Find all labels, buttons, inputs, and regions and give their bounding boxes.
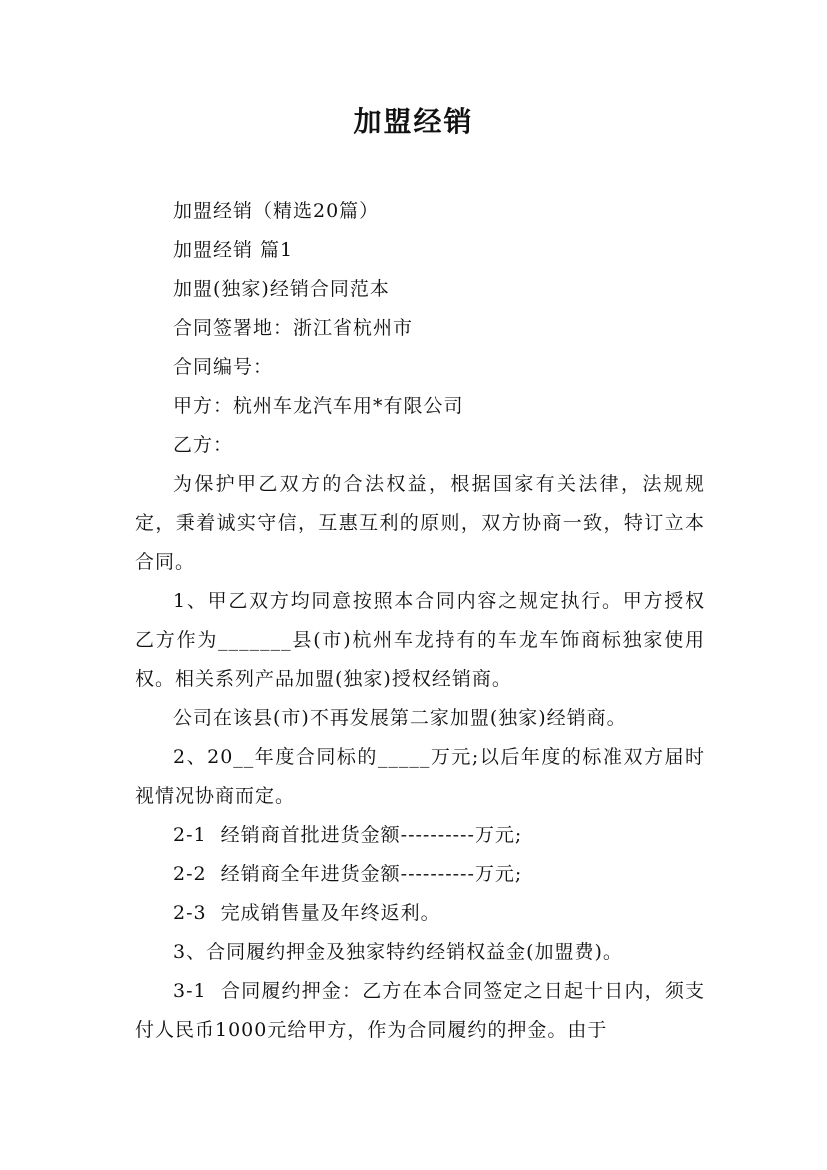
paragraph: 加盟(独家)经销合同范本 bbox=[173, 278, 390, 300]
paragraph: 加盟经销 篇1 bbox=[173, 239, 294, 261]
paragraph: 2-3 完成销售量及年终返利。 bbox=[173, 902, 441, 924]
paragraph: 2-2 经销商全年进货金额----------万元; bbox=[173, 863, 523, 885]
paragraph: 合同签署地：浙江省杭州市 bbox=[173, 317, 414, 339]
paragraph: 合同编号： bbox=[173, 356, 274, 378]
paragraph: 1、甲乙双方均同意按照本合同内容之规定执行。甲方授权乙方作为_______县(市)杭州车龙持有的车龙车饰商标独家使用权。相关系列产品加盟(独家)授权经销商。 bbox=[135, 590, 705, 690]
document-body bbox=[135, 192, 705, 1050]
paragraph: 2、20__年度合同标的_____万元;以后年度的标准双方届时视情况协商而定。 bbox=[135, 746, 705, 807]
paragraph: 公司在该县(市)不再发展第二家加盟(独家)经销商。 bbox=[173, 707, 627, 729]
paragraph: 乙方： bbox=[173, 434, 234, 456]
paragraph: 3、合同履约押金及独家特约经销权益金(加盟费)。 bbox=[173, 941, 623, 963]
paragraph: 为保护甲乙双方的合法权益，根据国家有关法律，法规规定，秉着诚实守信，互惠互利的原则，双方协商一致，特订立本合同。 bbox=[135, 473, 705, 573]
paragraph: 甲方：杭州车龙汽车用*有限公司 bbox=[173, 395, 464, 417]
document-title: 加盟经销 bbox=[353, 105, 474, 138]
paragraph: 3-1 合同履约押金：乙方在本合同签定之日起十日内，须支付人民币1000元给甲方，作为合同履约的押金。由于 bbox=[135, 980, 705, 1041]
paragraph: 2-1 经销商首批进货金额----------万元; bbox=[173, 824, 523, 846]
paragraph: 加盟经销（精选20篇） bbox=[173, 200, 380, 222]
